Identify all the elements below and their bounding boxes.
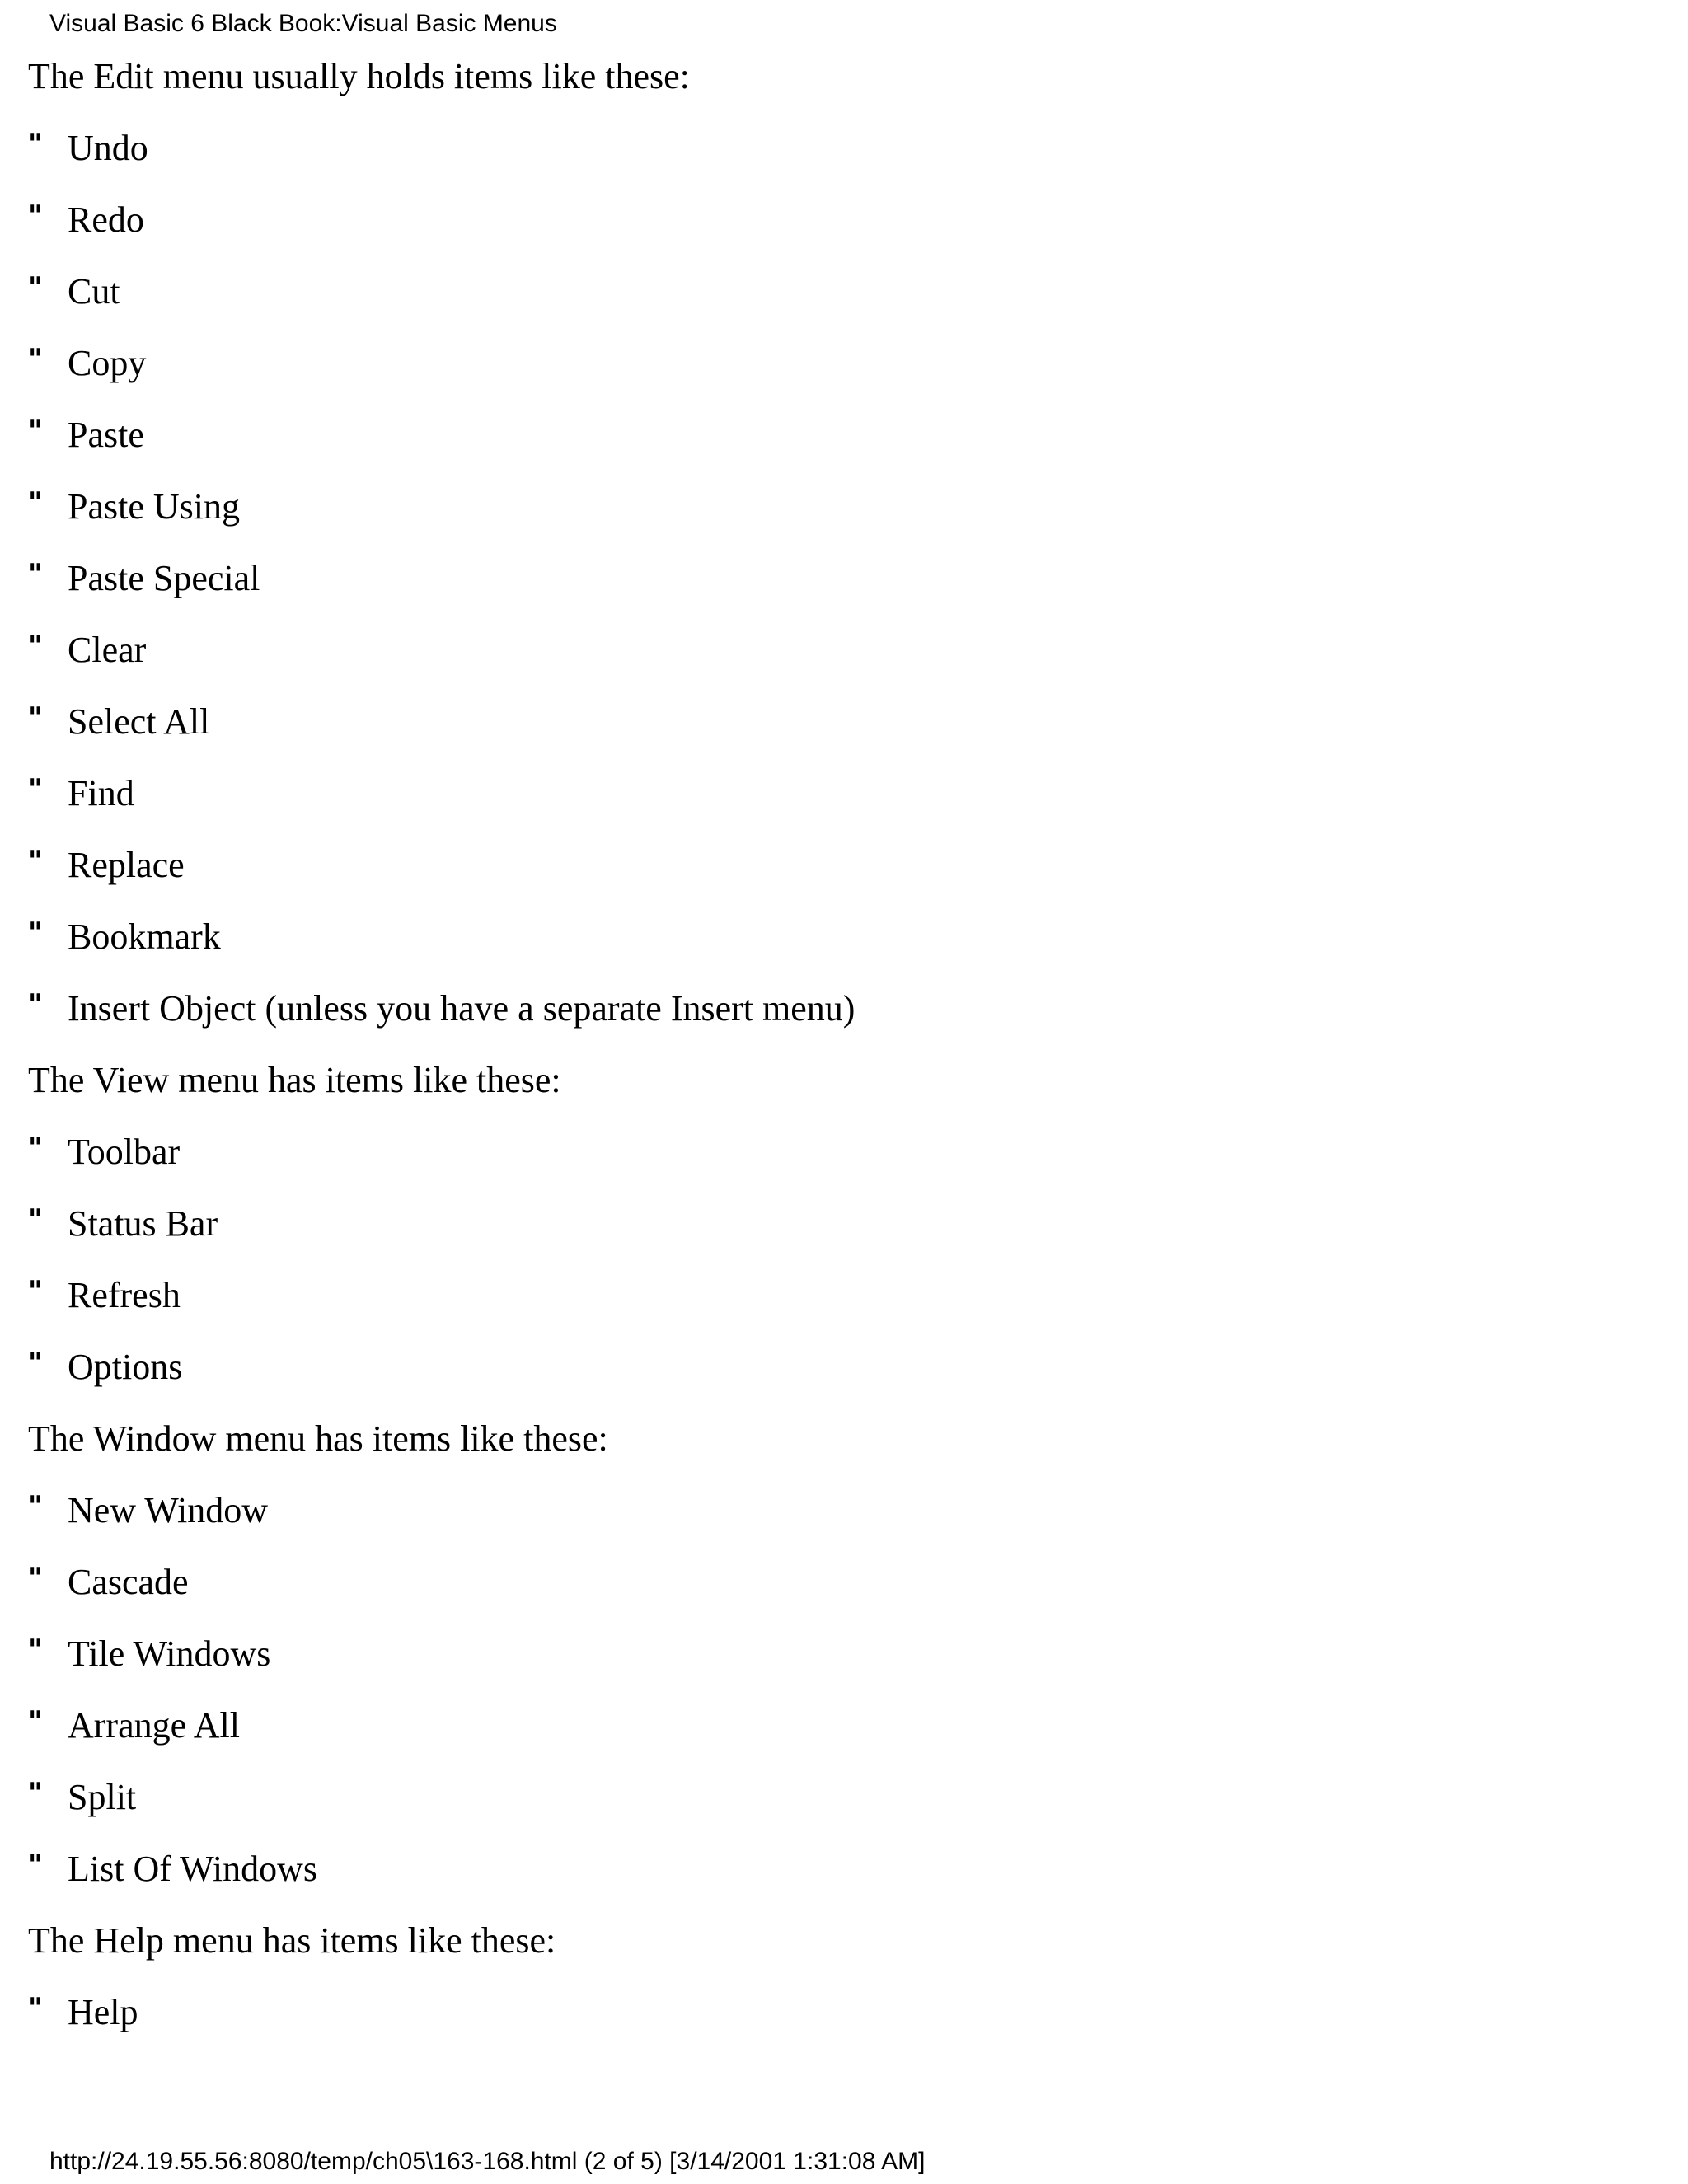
list-item-label: Replace xyxy=(68,845,185,885)
bullet-icon: " xyxy=(28,1203,43,1236)
list-item xyxy=(28,1844,1660,1915)
list-item-label: Find xyxy=(68,773,134,813)
page-footer-url: http://24.19.55.56:8080/temp/ch05\163-168.html (2 of 5) [3/14/2001 1:31:08 AM] xyxy=(49,2148,926,2175)
list-item xyxy=(28,410,1660,481)
bullet-icon: " xyxy=(28,1777,43,1810)
bullet-icon: " xyxy=(28,558,43,591)
document-body xyxy=(28,51,1660,2059)
list-item xyxy=(28,840,1660,912)
list-item xyxy=(28,1772,1660,1844)
list-item xyxy=(28,338,1660,410)
list-item-label: Paste xyxy=(68,415,144,455)
list-item xyxy=(28,983,1660,1055)
bullet-icon: " xyxy=(28,630,43,663)
bullet-icon: " xyxy=(28,1992,43,2025)
list-item xyxy=(28,1700,1660,1772)
list-item xyxy=(28,1198,1660,1270)
bullet-icon: " xyxy=(28,1347,43,1380)
list-item xyxy=(28,1270,1660,1342)
edit-menu-intro: The Edit menu usually holds items like these: xyxy=(28,56,690,96)
bullet-icon: " xyxy=(28,1490,43,1523)
list-item-label: List Of Windows xyxy=(68,1849,317,1889)
bullet-icon: " xyxy=(28,1562,43,1595)
bullet-icon: " xyxy=(28,845,43,878)
list-item xyxy=(28,1342,1660,1413)
list-item-label: Bookmark xyxy=(68,916,221,957)
list-item xyxy=(28,1557,1660,1629)
bullet-icon: " xyxy=(28,1849,43,1882)
list-item-label: Redo xyxy=(68,199,144,240)
list-item-label: Tile Windows xyxy=(68,1633,271,1674)
list-item-label: New Window xyxy=(68,1490,269,1530)
list-item-label: Options xyxy=(68,1347,183,1387)
list-item xyxy=(28,1485,1660,1557)
window-menu-intro: The Window menu has items like these: xyxy=(28,1418,608,1459)
bullet-icon: " xyxy=(28,773,43,806)
list-item xyxy=(28,1987,1660,2059)
list-item xyxy=(28,194,1660,266)
list-item-label: Status Bar xyxy=(68,1203,218,1244)
list-item xyxy=(28,1629,1660,1700)
list-item-label: Cascade xyxy=(68,1562,189,1602)
bullet-icon: " xyxy=(28,701,43,734)
list-item-label: Split xyxy=(68,1777,137,1817)
list-item xyxy=(28,553,1660,625)
list-item-label: Select All xyxy=(68,701,210,742)
bullet-icon: " xyxy=(28,486,43,519)
list-item xyxy=(28,696,1660,768)
list-item xyxy=(28,1127,1660,1198)
bullet-icon: " xyxy=(28,1705,43,1738)
help-menu-intro: The Help menu has items like these: xyxy=(28,1920,556,1961)
list-item xyxy=(28,481,1660,553)
bullet-icon: " xyxy=(28,988,43,1021)
bullet-icon: " xyxy=(28,343,43,376)
list-item-label: Arrange All xyxy=(68,1705,240,1746)
list-item-label: Paste Special xyxy=(68,558,260,598)
bullet-icon: " xyxy=(28,1275,43,1308)
list-item-label: Insert Object (unless you have a separate Insert menu) xyxy=(68,988,856,1029)
view-menu-intro: The View menu has items like these: xyxy=(28,1060,561,1100)
bullet-icon: " xyxy=(28,916,43,949)
list-item-label: Copy xyxy=(68,343,147,383)
list-item-label: Paste Using xyxy=(68,486,240,527)
list-item xyxy=(28,625,1660,696)
bullet-icon: " xyxy=(28,1633,43,1666)
list-item xyxy=(28,768,1660,840)
list-item-label: Toolbar xyxy=(68,1132,181,1172)
list-item xyxy=(28,912,1660,983)
list-item-label: Cut xyxy=(68,271,120,312)
bullet-icon: " xyxy=(28,271,43,304)
bullet-icon: " xyxy=(28,199,43,232)
list-item-label: Undo xyxy=(68,128,148,168)
page-header: Visual Basic 6 Black Book:Visual Basic Menus xyxy=(49,10,557,37)
list-item-label: Refresh xyxy=(68,1275,181,1315)
bullet-icon: " xyxy=(28,128,43,161)
list-item-label: Clear xyxy=(68,630,147,670)
list-item xyxy=(28,266,1660,338)
list-item-label: Help xyxy=(68,1992,138,2032)
bullet-icon: " xyxy=(28,415,43,448)
list-item xyxy=(28,123,1660,194)
bullet-icon: " xyxy=(28,1132,43,1165)
